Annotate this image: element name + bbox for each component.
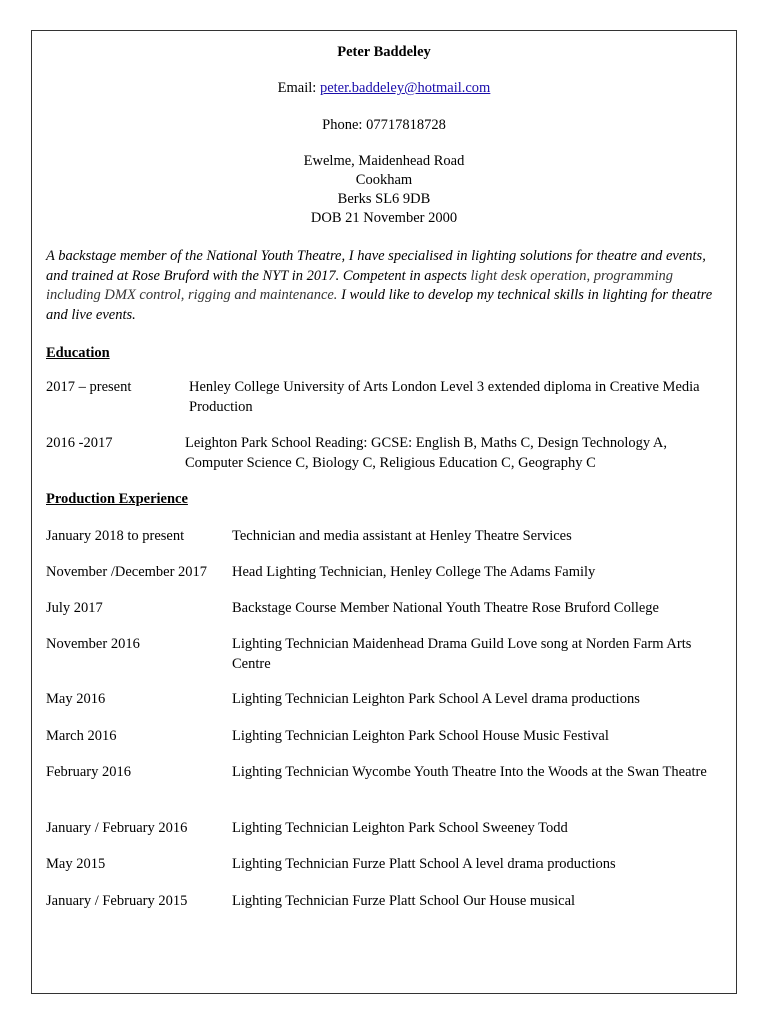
date-of-birth: DOB 21 November 2000 <box>310 210 458 226</box>
education-heading: Education <box>46 345 110 361</box>
experience-date: July 2017 <box>46 600 103 616</box>
experience-description: Lighting Technician Wycombe Youth Theatre Into the Woods at the Swan Theatre <box>232 764 707 780</box>
experience-heading: Production Experience <box>46 491 188 507</box>
education-date: 2016 -2017 <box>46 435 113 451</box>
cv-name: Peter Baddeley <box>337 44 431 60</box>
experience-date: February 2016 <box>46 764 131 780</box>
summary-part-1: A backstage member of the National Youth Theatre, I have specialised in lighting solutions for theatre and events, and trained at Rose Bruford with the NYT in 2017. Competent in aspects <box>46 248 706 284</box>
address-line-1: Ewelme, Maidenhead Road <box>303 153 465 169</box>
experience-date: November /December 2017 <box>46 564 208 580</box>
phone-line: Phone: 07717818728 <box>322 117 446 133</box>
experience-date: January / February 2015 <box>46 893 188 909</box>
summary-part-3: I would like to develop my technical skills in lighting for theatre and live events. <box>46 287 713 323</box>
experience-description: Lighting Technician Leighton Park School House Music Festival <box>232 728 609 744</box>
education-date: 2017 – present <box>46 379 132 395</box>
experience-date: March 2016 <box>46 728 117 744</box>
education-description: Leighton Park School Reading: GCSE: English B, Maths C, Design Technology A, Computer Science C, Biology C, Religious Education C, Geography C <box>185 435 668 471</box>
experience-date: May 2015 <box>46 856 106 872</box>
experience-date: November 2016 <box>46 636 140 652</box>
email-label: Email: <box>277 80 320 96</box>
education-description: Henley College University of Arts London Level 3 extended diploma in Creative Media Production <box>189 379 700 415</box>
experience-description: Lighting Technician Maidenhead Drama Guild Love song at Norden Farm Arts Centre <box>232 636 692 672</box>
experience-date: May 2016 <box>46 691 106 707</box>
experience-description: Backstage Course Member National Youth Theatre Rose Bruford College <box>232 600 659 616</box>
experience-description: Head Lighting Technician, Henley College The Adams Family <box>232 564 596 580</box>
experience-date: January 2018 to present <box>46 528 185 544</box>
address-line-3: Berks SL6 9DB <box>337 191 431 207</box>
experience-description: Lighting Technician Leighton Park School Sweeney Todd <box>232 820 568 836</box>
email-link[interactable]: peter.baddeley@hotmail.com <box>319 80 491 96</box>
personal-summary <box>46 247 722 325</box>
address-line-2: Cookham <box>355 172 413 188</box>
experience-date: January / February 2016 <box>46 820 188 836</box>
experience-description: Technician and media assistant at Henley Theatre Services <box>232 528 572 544</box>
summary-part-2: light desk operation, programming including DMX control, rigging and maintenance. <box>46 267 673 303</box>
email-line <box>0 79 768 98</box>
experience-description: Lighting Technician Furze Platt School Our House musical <box>232 893 576 909</box>
experience-description: Lighting Technician Leighton Park School A Level drama productions <box>232 691 640 707</box>
experience-description: Lighting Technician Furze Platt School A level drama productions <box>232 856 616 872</box>
